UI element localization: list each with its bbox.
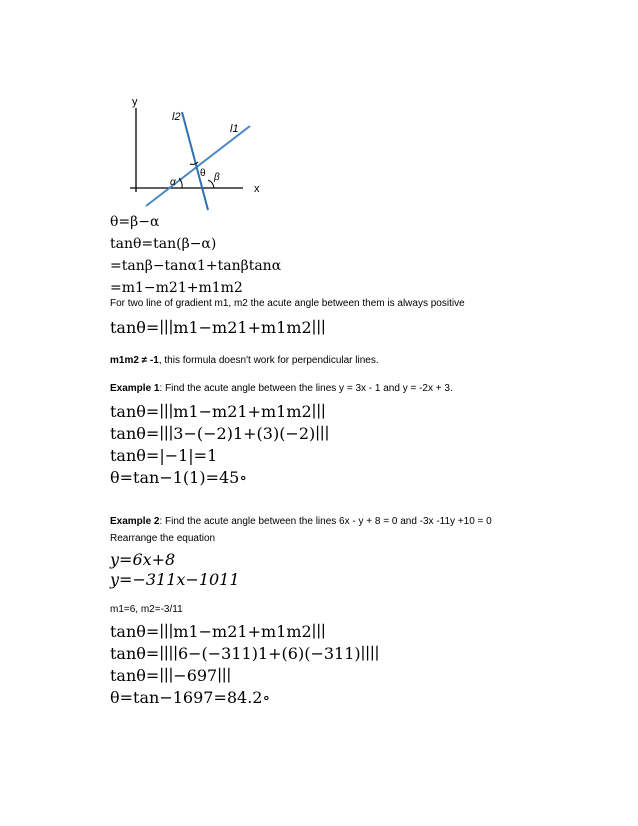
example1-step-3: tanθ=|−1|=1 bbox=[110, 446, 218, 465]
derivation-line-1: θ=β−α bbox=[110, 214, 160, 230]
example2-gradients: m1=6, m2=-3/11 bbox=[110, 604, 183, 615]
example2-label: Example 2 bbox=[110, 516, 160, 527]
example1-text: : Find the acute angle between the lines y = 3x - 1 and y = -2x + 3. bbox=[159, 383, 453, 394]
example2-step-3: tanθ=∣∣∣−697∣∣∣ bbox=[110, 666, 232, 685]
example2-step-4: θ=tan−1697=84.2∘ bbox=[110, 688, 271, 707]
example2-heading bbox=[110, 516, 492, 527]
example2-step-2: tanθ=∣∣∣∣6−(−311)1+(6)(−311)∣∣∣∣ bbox=[110, 644, 380, 663]
alpha-label: α bbox=[170, 177, 176, 188]
perpendicular-note-condition: m1m2 ≠ -1 bbox=[110, 355, 159, 366]
l2-label: l2 bbox=[172, 111, 181, 123]
gradient-note: For two line of gradient m1, m2 the acute angle between them is always positive bbox=[110, 298, 465, 309]
theta-label: θ bbox=[200, 168, 206, 179]
example2-equation-1: y=6x+8 bbox=[110, 550, 176, 569]
example2-text: : Find the acute angle between the lines 6x - y + 8 = 0 and -3x -11y +10 = 0 bbox=[159, 516, 492, 527]
l1-label: l1 bbox=[230, 123, 239, 135]
x-axis-label: x bbox=[254, 183, 260, 195]
angle-diagram-svg bbox=[118, 92, 268, 212]
derivation-line-4: =m1−m21+m1m2 bbox=[110, 280, 243, 296]
example2-step-1: tanθ=∣∣∣m1−m21+m1m2∣∣∣ bbox=[110, 622, 326, 641]
example1-step-4: θ=tan−1(1)=45∘ bbox=[110, 468, 248, 487]
line-l1 bbox=[146, 126, 250, 206]
perpendicular-note bbox=[110, 355, 379, 366]
derivation-line-2: tanθ=tan(β−α) bbox=[110, 236, 217, 252]
perpendicular-note-text: , this formula doesn't work for perpendicular lines. bbox=[158, 355, 379, 366]
y-axis-label: y bbox=[132, 96, 138, 108]
example1-step-1: tanθ=∣∣∣m1−m21+m1m2∣∣∣ bbox=[110, 402, 326, 421]
derivation-line-3: =tanβ−tanα1+tanβtanα bbox=[110, 258, 282, 274]
example1-label: Example 1 bbox=[110, 383, 160, 394]
rearrange-text: Rearrange the equation bbox=[110, 533, 216, 544]
acute-angle-formula: tanθ=∣∣∣m1−m21+m1m2∣∣∣ bbox=[110, 318, 326, 337]
example1-step-2: tanθ=∣∣∣3−(−2)1+(3)(−2)∣∣∣ bbox=[110, 424, 330, 443]
example1-heading bbox=[110, 383, 453, 394]
example2-equation-2: y=−311x−1011 bbox=[110, 570, 240, 589]
beta-label: β bbox=[214, 172, 220, 183]
angle-diagram bbox=[118, 92, 268, 212]
